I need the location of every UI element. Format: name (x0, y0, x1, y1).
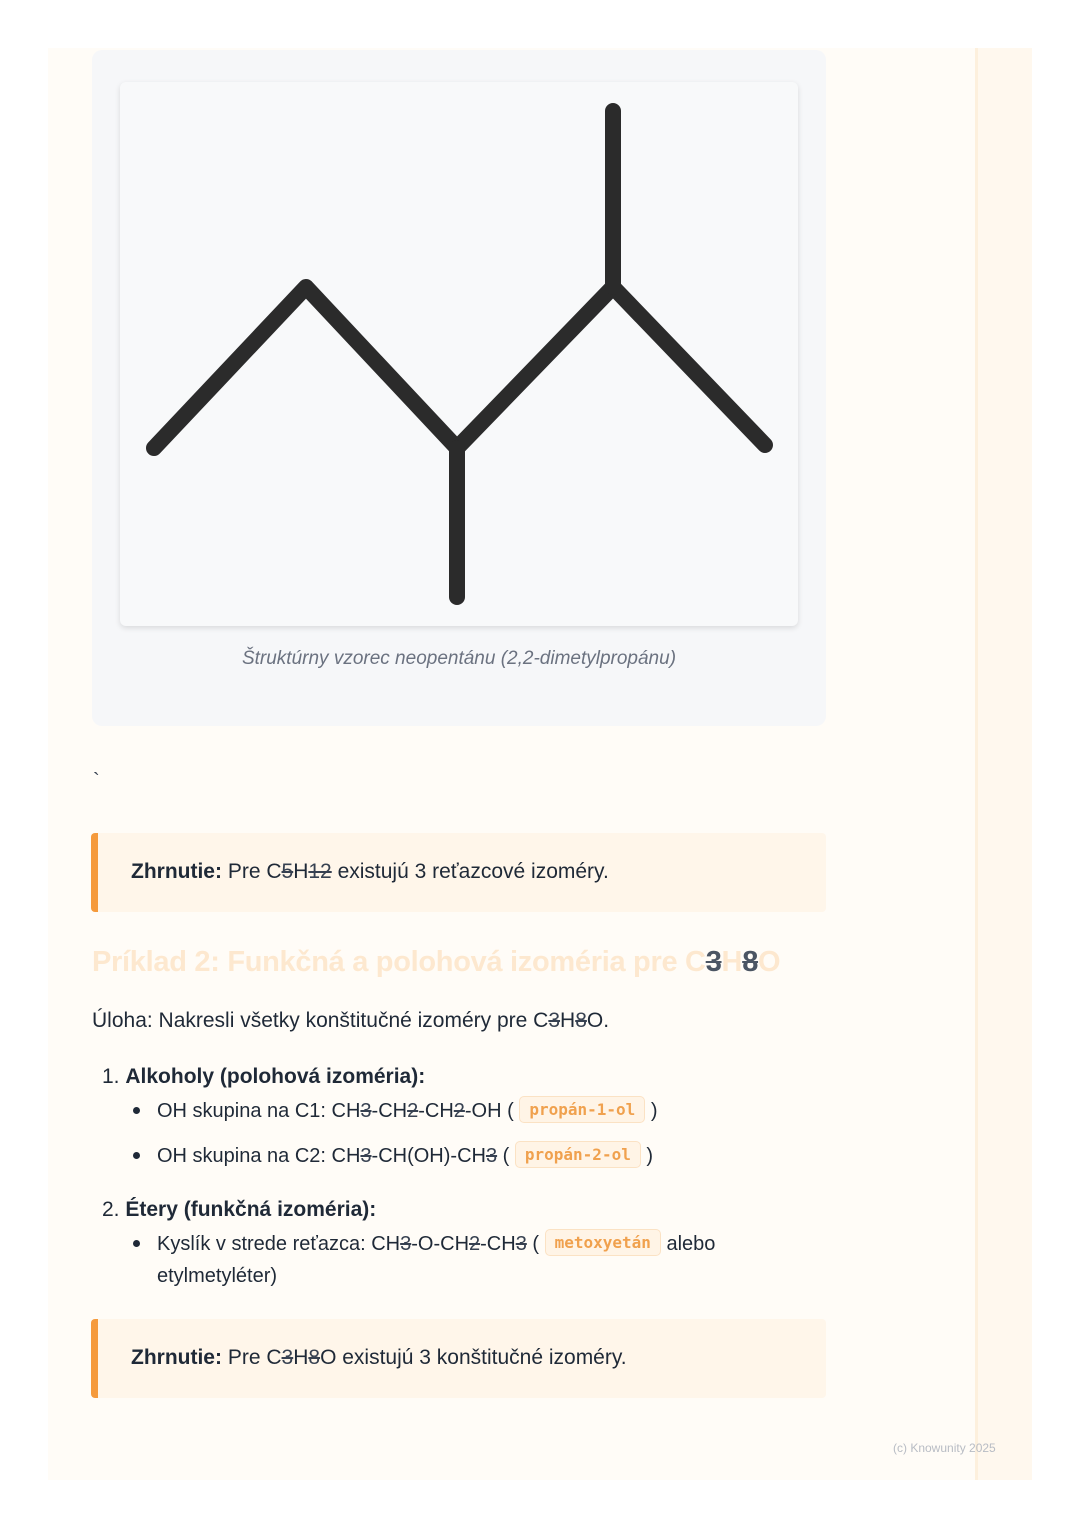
list-item-content (157, 1231, 715, 1258)
text-part: -OH ( (464, 1099, 514, 1122)
list-title-alcohols (102, 1065, 425, 1089)
text-part: OH skupina na C2: CH (157, 1144, 361, 1167)
structure-image (120, 82, 798, 626)
bullet-dot (133, 1240, 140, 1247)
list-title-text: Étery (funkčná izoméria): (125, 1198, 377, 1221)
figure-card (92, 50, 826, 726)
subscript: 5 (281, 860, 294, 883)
subscript: 3 (515, 1232, 527, 1255)
text-part: OH skupina na C1: CH (157, 1099, 361, 1122)
code-name: propán-2-ol (515, 1141, 641, 1168)
bond-chain (154, 287, 765, 448)
task-text (92, 1009, 609, 1033)
task-part: H (560, 1009, 576, 1032)
summary-text-part: O existujú 3 konštitučné izoméry. (320, 1346, 627, 1369)
footer-copyright: (c) Knowunity 2025 (893, 1441, 996, 1455)
subscript: 8 (308, 1346, 321, 1369)
task-part: O. (586, 1009, 610, 1032)
list-number: 1. (102, 1065, 120, 1088)
text-part: etylmetyléter) (157, 1265, 278, 1287)
heading-part: H (721, 946, 743, 978)
subscript: 2 (407, 1099, 419, 1122)
subscript: 12 (308, 860, 332, 883)
summary-text-part: H (293, 1346, 309, 1369)
summary-text-part: existujú 3 reťazcové izoméry. (331, 860, 609, 883)
side-strip (975, 48, 1032, 1480)
text-part: -CH (371, 1099, 408, 1122)
summary-text-part: Pre C (227, 860, 282, 883)
list-number: 2. (102, 1198, 120, 1221)
summary-callout-1 (91, 833, 826, 912)
bullet-dot (133, 1152, 140, 1159)
text-part: -CH(OH)-CH (371, 1144, 486, 1167)
subscript: 3 (360, 1099, 372, 1122)
subscript: 3 (548, 1009, 561, 1032)
subscript: 2 (469, 1232, 481, 1255)
skeletal-formula (120, 82, 798, 626)
summary-text-part: Pre C (227, 1346, 282, 1369)
summary-text (131, 1346, 627, 1370)
stray-mark: ` (93, 770, 100, 792)
summary-callout-2 (91, 1319, 826, 1398)
subscript: 3 (400, 1232, 412, 1255)
code-name: propán-1-ol (519, 1096, 645, 1123)
subscript: 3 (485, 1144, 498, 1167)
text-part: -O-CH (411, 1232, 470, 1255)
text-part: alebo (660, 1232, 716, 1255)
subscript: 2 (453, 1099, 465, 1122)
list-title-ethers (102, 1198, 376, 1222)
list-item-content (157, 1143, 653, 1170)
heading-part: Príklad 2: Funkčná a polohová izoméria pre C (92, 946, 706, 978)
subscript: 8 (575, 1009, 587, 1032)
section-heading (92, 946, 780, 979)
heading-part: O (758, 946, 781, 978)
text-part: ) (650, 1099, 658, 1122)
text-part: Kyslík v strede reťazca: CH (157, 1232, 401, 1255)
summary-text-part: H (293, 860, 309, 883)
text-part: ) (646, 1144, 654, 1167)
subscript: 3 (360, 1144, 372, 1167)
heading-subscript: 3 (705, 946, 722, 978)
text-part: ( (526, 1232, 540, 1255)
list-title-text: Alkoholy (polohová izoméria): (125, 1065, 426, 1088)
summary-text (131, 860, 609, 884)
text-part: ( (497, 1144, 510, 1167)
summary-label: Zhrnutie: (131, 1346, 222, 1369)
text-part: -CH (480, 1232, 516, 1255)
summary-label: Zhrnutie: (131, 860, 222, 883)
bullet-dot (133, 1107, 140, 1114)
heading-subscript: 8 (742, 946, 759, 978)
code-name: metoxyetán (545, 1229, 661, 1256)
text-part: -CH (418, 1099, 454, 1122)
task-part: Úloha: Nakresli všetky konštitučné izoméry pre C (92, 1009, 549, 1032)
figure-caption: Štruktúrny vzorec neopentánu (2,2-dimetylpropánu) (241, 648, 677, 669)
list-item-content (157, 1098, 658, 1125)
subscript: 3 (281, 1346, 294, 1369)
